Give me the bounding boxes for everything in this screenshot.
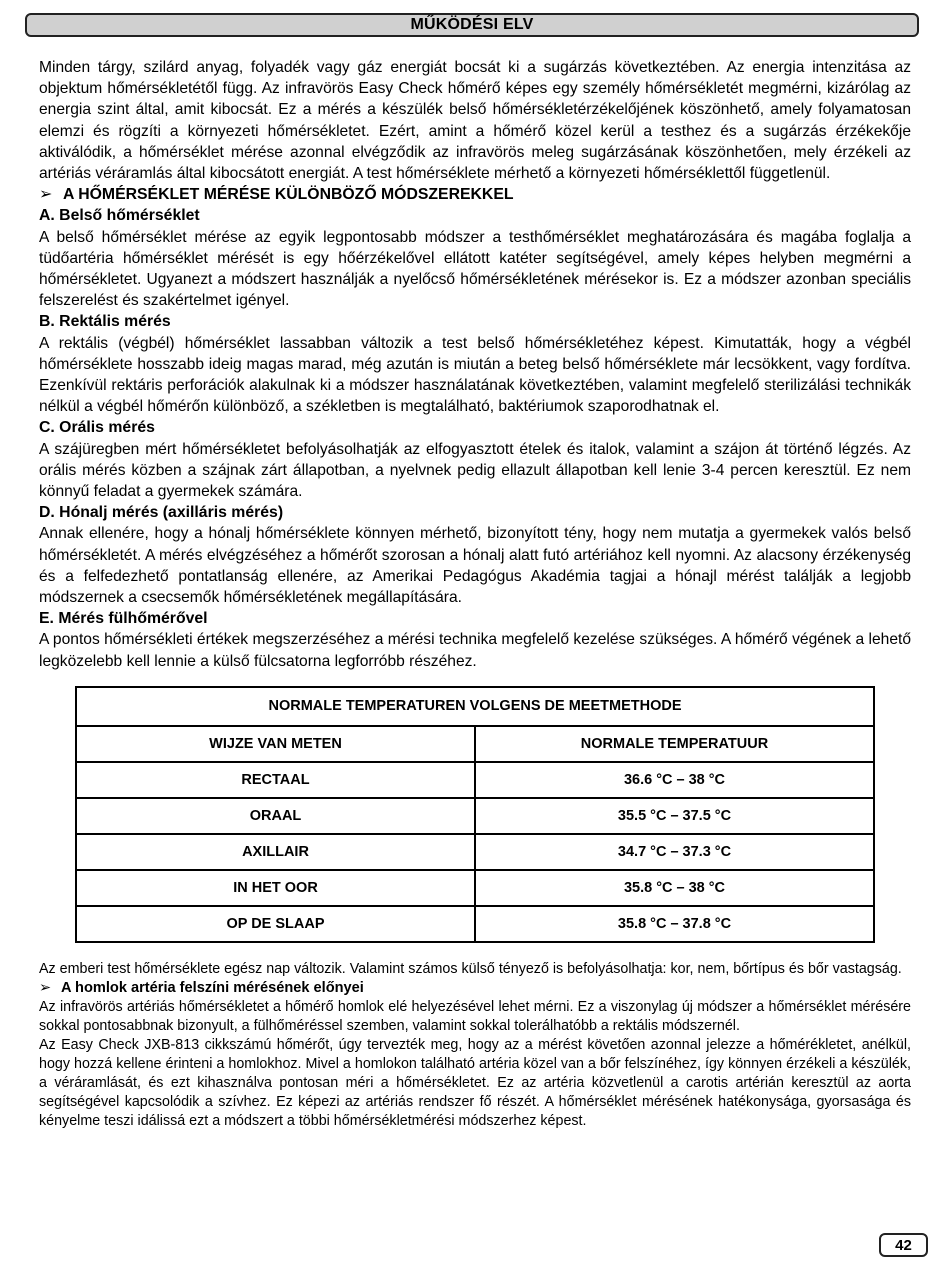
method-cell: RECTAAL [76,762,475,798]
table-title-row [76,687,874,726]
section-text-d: Annak ellenére, hogy a hónalj hőmérséklete könnyen mérhető, bizonyított tény, hogy nem mutatja a gyermekek valós belső hőmérsékletét. A mérés elvégzéséhez a hőmérőt szorosan a hónalj alatt futó artériához kell nyomni. Az alacsony érzékenység és a felfedezhető pontatlanság ellenére, az Amerikai Pedagógus Akadémia tagjai a hónajl mérést találják a legjobb módszernek a csecsemők hőmérsékletének megállapítására. [39,525,911,607]
after-table-paragraph: Az emberi test hőmérséklete egész nap változik. Valamint számos külső tényező is befolyásolhatja: kor, nem, bőrtípus és bőr vastagság. [39,960,902,977]
temperature-cell: 35.8 °C – 38 °C [475,870,874,906]
column-header-method: WIJZE VAN METEN [76,726,475,762]
section-text-e: A pontos hőmérsékleti értékek megszerzéséhez a mérési technika megfelelő kezelése szükséges. A hőmérő végének a lehető legközelebb kell lennie a külső fülcsatorna legforróbb részéhez. [39,631,911,670]
temperature-table-wrapper [75,686,875,943]
table-row [76,870,874,906]
section-text-a: A belső hőmérséklet mérése az egyik legpontosabb módszer a testhőmérséklet meghatározására és magába foglalja a tüdőartéria hőmérséklet mérését is egy hőérzékelővel ellátott katéter segítségével, amely képes helyben megmérni a hőmérsékletet. Ugyanezt a módszert használják a nyelőcső hőmérsékletének mérésekor is. Ez a módszer azonban speciális felszerelést és szakértelmet igényel. [39,228,911,310]
page-content [39,57,911,1131]
section-title-bar [25,13,919,37]
arrow-bullet-icon: ➢ [39,979,52,996]
page-number: 42 [879,1233,928,1257]
table-title: NORMALE TEMPERATUREN VOLGENS DE MEETMETHODE [76,687,874,726]
section-text-c: A szájüregben mért hőmérsékletet befolyásolhatják az elfogyasztott ételek és italok, valamint a szájon át történő légzés. Az orális mérés közben a szájnak zárt állapotban, a nyelvnek pedig ellazult állapotban kell lenie 3-4 percen keresztül. Ez nem könnyű feladat a gyermekek számára. [39,440,911,501]
intro-paragraph: Minden tárgy, szilárd anyag, folyadék vagy gáz energiát bocsát ki a sugárzás következtében. Az energia intenzitása az objektum hőmérsékletétől függ. Az infravörös Easy Check hőmérő képes egy személy hőmérsékletét megmérni, kizárólag az energia szint által, amit kibocsát. Ez a mérés a készülék belső hőmérsékletérzékelőjének köszönhető, amely folyamatosan elemzi és rögzíti a környezeti hőmérsékletet. Ezért, amint a hőmérő közel kerül a testhez és a sugárzás érzékekője aktiválódik, a hőmérséklet mérése azonnal elvégződik az infravörös meleg sugárzásának köszönhetően, mely érzékeli az artériás véráramlás által kibocsátott energiát. A test hőmérséklete mérhető a környezeti hőmérséklettől függetlenül. [39,59,911,183]
methods-heading [39,184,911,205]
temperature-cell: 34.7 °C – 37.3 °C [475,834,874,870]
arrow-bullet-icon: ➢ [39,186,53,204]
forehead-paragraph-1: Az infravörös artériás hőmérsékletet a hőmérő homlok elé helyezésével lehet mérni. Ez a viszonylag új módszer a hőmérséklet mérésére sokkal pontosabbnak bizonyult, a fülhőméréssel szemben, valamint sokkal tolerálhatóbb a rektális módszernél. [39,998,911,1034]
temperature-table [75,686,875,943]
column-header-temperature: NORMALE TEMPERATUUR [475,726,874,762]
temperature-cell: 36.6 °C – 38 °C [475,762,874,798]
section-text-b: A rektális (végbél) hőmérséklet lassabban változik a test belső hőmérsékletéhez képest. Kimutatták, hogy a végbél hőmérséklete hosszabb ideig magas marad, még azután is miután a beteg belső hőmérséklete már lecsökkent, vagy fordítva. Ezenkívül rektáris perforációk alakulnak ki a módszer használatának következtében, valamint megfelelő sterilizálási technikák nélkül a végbél hőmérőn különböző, a székletben is megtalálható, baktériumok szaporodhatnak el. [39,334,911,416]
section-heading-d: D. Hónalj mérés (axilláris mérés) [39,504,284,522]
section-title: MŰKÖDÉSI ELV [410,16,534,33]
section-heading-c: C. Orális mérés [39,419,155,437]
lower-section [39,960,911,1131]
section-heading-b: B. Rektális mérés [39,313,171,331]
temperature-cell: 35.8 °C – 37.8 °C [475,906,874,942]
forehead-heading [39,979,911,998]
table-row [76,762,874,798]
section-heading-a: A. Belső hőmérséklet [39,207,200,225]
method-cell: ORAAL [76,798,475,834]
section-heading-e: E. Mérés fülhőmérővel [39,610,208,628]
table-header-row [76,726,874,762]
forehead-heading-text: A homlok artéria felszíni mérésének előnyei [61,979,364,996]
table-row [76,906,874,942]
method-cell: OP DE SLAAP [76,906,475,942]
table-row [76,834,874,870]
forehead-paragraph-2: Az Easy Check JXB-813 cikkszámú hőmérőt, úgy tervezték meg, hogy az a mérést követően azonnal jelezze a hőmérékletet, anélkül, hogy hozzá kellene érinteni a homlokhoz. Mivel a homlokon található artéria közel van a bőr felszínéhez, így könnyen érzékeli a készülék, a véráramlását, és ezt kihasználva pontosan méri a hőmérsékletet. Ez az artéria közvetlenül a carotis artérián keresztül az aorta segítségével kapcsolódik a szívhez. Ez képezi az artériás rendszer fő részét. A hőmérséklet mérésének hatékonysága, gyorsasága és kényelme teszi idálissá ezt a módszert a többi hőmérsékletmérési módszerhez képest. [39,1036,911,1129]
method-cell: IN HET OOR [76,870,475,906]
table-row [76,798,874,834]
method-cell: AXILLAIR [76,834,475,870]
methods-heading-text: A HŐMÉRSÉKLET MÉRÉSE KÜLÖNBÖZŐ MÓDSZEREKKEL [63,186,514,204]
temperature-cell: 35.5 °C – 37.5 °C [475,798,874,834]
